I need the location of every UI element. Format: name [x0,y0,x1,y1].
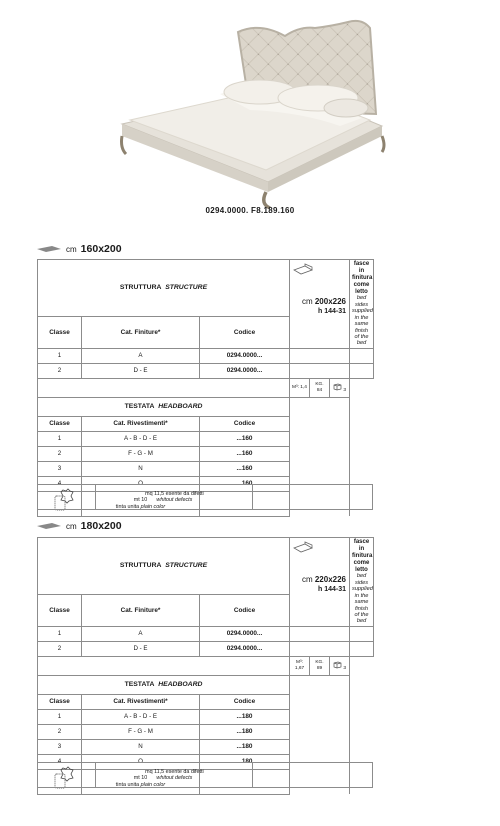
leather-info: mq 11,5 esente da difetti whitout defects [96,763,253,788]
table-row: 2 F - G - M ...180 [38,724,374,739]
leather-icon-cell [38,485,96,510]
table-row: 2 F - G - M ...160 [38,446,374,461]
spec-table [37,259,374,517]
leather-hide-icon [59,488,75,504]
table-row: 1 A 0294.0000... [38,348,374,363]
size-prefix: cm [66,521,77,531]
table-row: 4 O ...160 [38,476,374,491]
col-header-rivestimenti: Cat. Rivestimenti* [82,694,200,709]
col-header-rivestimenti: Cat. Rivestimenti* [82,416,200,431]
dimensions-cell: cm 200x226 h 144-31 [290,260,350,349]
col-header-finiture: Cat. Finiture* [82,595,200,627]
col-header-codice: Codice [200,595,290,627]
table-row: 3 N ...180 [38,739,374,754]
size-label: 180x200 [80,520,122,532]
table-row: 2 D - E 0294.0000... [38,641,374,656]
package-icon [333,661,342,669]
bed-outline-icon [293,263,313,275]
package-icon [333,383,342,391]
packages: 3 [330,656,350,675]
headboard-heading: TESTATA HEADBOARD [38,675,290,694]
col-header-classe: Classe [38,416,82,431]
weight: KG. 84 [310,378,330,397]
leather-info: mq 11,5 esente da difetti whitout defects [96,485,253,510]
col-header-classe: Classe [38,694,82,709]
leather-table [37,484,373,510]
bed-outline-icon [293,541,313,553]
headboard-heading: TESTATA HEADBOARD [38,397,290,416]
leather-icon-cell [38,763,96,788]
table-row: 3 N ...160 [38,461,374,476]
fabric-info: mt 10 tinta unita plain color [82,491,200,516]
size-label: 160x200 [80,243,122,255]
col-header-classe: Classe [38,595,82,627]
structure-heading: STRUTTURA STRUCTURE [38,260,290,317]
col-header-codice: Codice [200,416,290,431]
product-code: 0294.0000. F8.189.160 [205,206,295,215]
table-row: 1 A - B - D - E ...160 [38,431,374,446]
table-row: 1 A - B - D - E ...180 [38,709,374,724]
table-row: 2 D - E 0294.0000... [38,363,374,378]
bed-size-icon [36,245,62,253]
col-header-finiture: Cat. Finiture* [82,317,200,349]
volume: M³: 1,67 [290,656,310,675]
note-cell: fasce in finitura come letto bed sides supplied in the same finish of the bed [350,260,374,349]
table-row: 1 A 0294.0000... [38,626,374,641]
bed-product-image [100,14,400,214]
size-title [36,520,122,532]
table-row: 4 O ...180 [38,754,374,769]
weight: KG. 89 [310,656,330,675]
volume: M³: 1,4 [290,378,310,397]
size-title [36,243,122,255]
bed-size-icon [36,522,62,530]
packages: 3 [330,378,350,397]
fabric-info: mt 10 tinta unita plain color [82,769,200,794]
leather-hide-icon [59,766,75,782]
leather-table [37,762,373,788]
note-cell: fasce in finitura come letto bed sides supplied in the same finish of the bed [350,538,374,627]
structure-heading: STRUTTURA STRUCTURE [38,538,290,595]
size-prefix: cm [66,244,77,254]
col-header-codice: Codice [200,317,290,349]
spec-table [37,537,374,795]
dimensions-cell: cm 220x226 h 144-31 [290,538,350,627]
col-header-classe: Classe [38,317,82,349]
col-header-codice: Codice [200,694,290,709]
